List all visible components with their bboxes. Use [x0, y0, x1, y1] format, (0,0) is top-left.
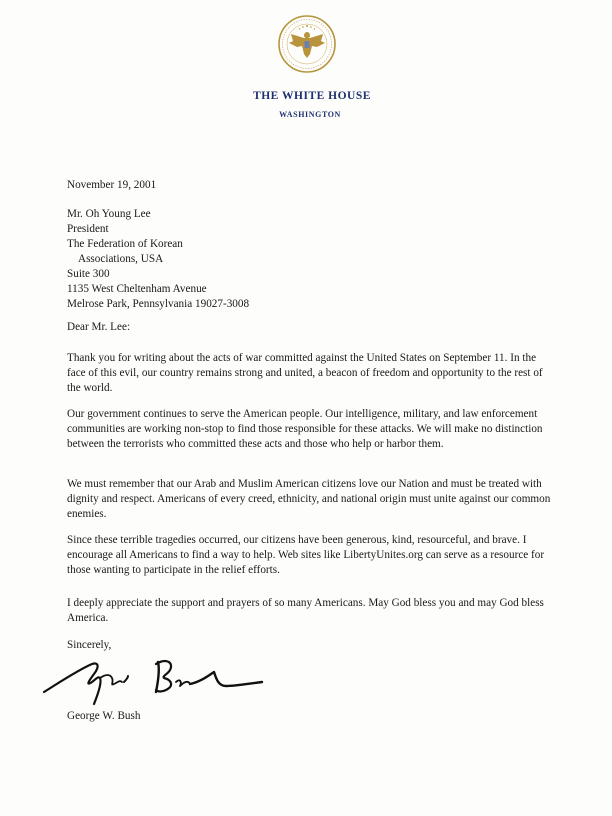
recipient-name: Mr. Oh Young Lee — [67, 208, 151, 220]
salutation: Dear Mr. Lee: — [67, 321, 131, 333]
recipient-address — [67, 207, 249, 312]
recipient-title: President — [67, 223, 109, 235]
body-paragraph-3: We must remember that our Arab and Muslim American citizens love our Nation and must be treated with dignity and respect. Americans of every creed, ethnicity, and national origin must unite against our common enemies. — [67, 478, 551, 520]
body-paragraph-1: Thank you for writing about the acts of war committed against the United States on September 11. In the face of this evil, our country remains strong and united, a beacon of freedom and opportunity to the rest of the world. — [67, 352, 543, 394]
recipient-suite: Suite 300 — [67, 268, 110, 280]
body-paragraph-4: Since these terrible tragedies occurred, our citizens have been generous, kind, resourceful, and brave. I encourage all Americans to find a way to help. Web sites like LibertyUnites.org can serve as a resource for those wanting to participate in the relief efforts. — [67, 534, 545, 576]
presidential-seal-icon — [277, 14, 337, 74]
recipient-org-line2: Associations, USA — [78, 253, 164, 265]
body-paragraph-5: I deeply appreciate the support and prayers of so many Americans. May God bless you and may God bless America. — [67, 597, 544, 624]
handwritten-signature — [40, 652, 270, 710]
recipient-city: Melrose Park, Pennsylvania 19027-3008 — [67, 298, 250, 310]
letter-date: November 19, 2001 — [67, 179, 157, 191]
recipient-street: 1135 West Cheltenham Avenue — [67, 283, 207, 295]
letterhead-subtitle: WASHINGTON — [279, 110, 341, 119]
body-paragraph-2: Our government continues to serve the American people. Our intelligence, military, and law enforcement communities are working non-stop to find those responsible for these attacks. We will make no distinction between the terrorists who committed these acts and those who help or harbor them. — [67, 408, 543, 450]
closing: Sincerely, — [67, 639, 112, 651]
letterhead-title: THE WHITE HOUSE — [253, 90, 371, 102]
recipient-org-line1: The Federation of Korean — [67, 238, 183, 250]
signer-name: George W. Bush — [67, 710, 141, 722]
